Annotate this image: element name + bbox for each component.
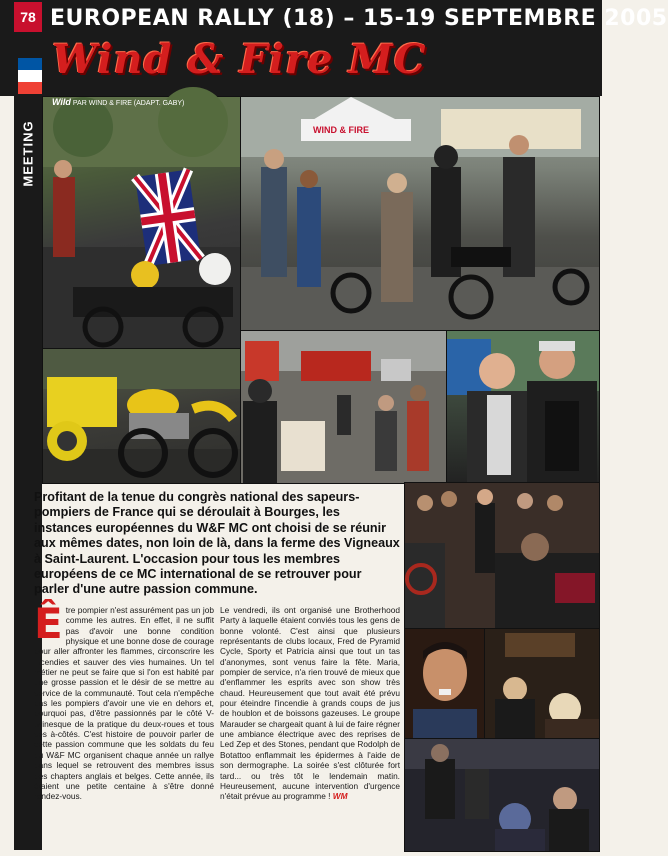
photo-band-stage — [404, 738, 600, 852]
photo-band-stage-art — [405, 739, 599, 851]
section-label — [14, 110, 42, 200]
page-header — [0, 0, 668, 96]
flag-stripe-white — [18, 70, 42, 82]
article-column-2 — [220, 605, 400, 802]
photo-crowd-tent — [240, 96, 600, 332]
article-title: EUROPEAN RALLY (18) – 15-19 SEPTEMBRE 2005 — [50, 6, 668, 31]
photo-street-fire-trucks-art — [241, 331, 447, 483]
photo-bikes-union-jack-art — [43, 97, 241, 349]
article-column-1 — [34, 599, 214, 802]
section-label-text: MEETING — [20, 120, 36, 187]
photo-two-members — [446, 330, 600, 484]
photo-party-crowd-art — [405, 483, 599, 629]
photo-credit — [52, 97, 184, 107]
page-number: 78 — [14, 2, 42, 32]
flag-stripe-blue — [18, 58, 42, 70]
column-2-text: Le vendredi, ils ont organisé une Brotherhood Party à laquelle étaient conviés tous les gens de bonne volonté. C'est ainsi que plusieurs représentants de clubs locaux, Fred de Pyramid Cycle, Sporty et Patricia ainsi que tout un tas d'anonymes, sont venus faire la fête. Maria, pompier de service, n'a rien trouvé de mieux que d'enflammer les esprits avec son show très chaud. Heureusement que tout avait été prévu pour éteindre l'incendie à grands coups de jus de houblon et de boissons gazeuses. Le groupe Marauder se chargeait quant à lui de faire régner une ambiance électrique avec des reprises de Led Zep et des Stones, pendant que Rodolph de Botattoo enflammait les épidermes à l'aide de son dermographe. La soirée s'est clôturée fort tard... ou très tôt le lendemain matin. Heureusement, aucune intervention d'urgence n'était prévue au programme ! — [220, 605, 400, 802]
article-lead: Profitant de la tenue du congrès national des sapeurs-pompiers de France qui se déroulait à Bourges, les instances européennes du W&F MC ont choisi de se réunir aux mêmes dates, non loin de là, dans la ferme des Vigneaux à Saint-Laurent. L'occasion pour tous les membres européens de ce MC international de se retrouver pour parler d'une autre passion commune. — [34, 490, 400, 597]
photo-night-party-art — [485, 629, 599, 739]
author-signature: WM — [332, 791, 348, 802]
french-flag-icon — [18, 58, 42, 94]
photo-portrait — [404, 628, 486, 740]
club-logo-title: Wind & Fire MC — [52, 36, 427, 83]
photo-yellow-motorcycle-art — [43, 349, 241, 483]
photo-two-members-art — [447, 331, 599, 483]
credit-text: PAR WIND & FIRE (ADAPT. GABY) — [72, 100, 185, 107]
drop-cap: Ê — [34, 599, 63, 648]
photo-party-crowd — [404, 482, 600, 630]
column-1-text: tre pompier n'est assurément pas un job comme les autres. En effet, il ne suffit pas d'avoir une bonne condition physique et une bonne dose de courage pour aller affronter les flammes, circonscrire les incendies et sauver des vies humaines. Un tel métier ne peut se faire que si l'on est habité par une grosse passion et le désir de se mettre au service de la communauté. Tout cela n'empêche pas les pompiers d'avoir une vie en dehors et, pourquoi pas, d'être passionnés par le côté V-twinesque de la pratique du deux-roues et tous ses à-côtés. C'est histoire de pouvoir parler de cette passion commune que les soldats du feu du W&F MC organisent chaque année un rallye dans lequel se retrouvent des membres issus des chapters anglais et belges. Cette année, ils étaient une petite centaine à s'être donné rendez-vous. — [34, 605, 214, 802]
photo-crowd-tent-art — [241, 97, 599, 331]
credit-prefix: Wild — [52, 97, 71, 107]
photo-bikes-union-jack — [42, 96, 242, 350]
flag-stripe-red — [18, 82, 42, 94]
photo-night-party — [484, 628, 600, 740]
photo-yellow-motorcycle — [42, 348, 242, 484]
photo-portrait-art — [405, 629, 485, 739]
photo-street-fire-trucks — [240, 330, 448, 484]
tent-banner-text: WIND & FIRE — [313, 125, 369, 135]
